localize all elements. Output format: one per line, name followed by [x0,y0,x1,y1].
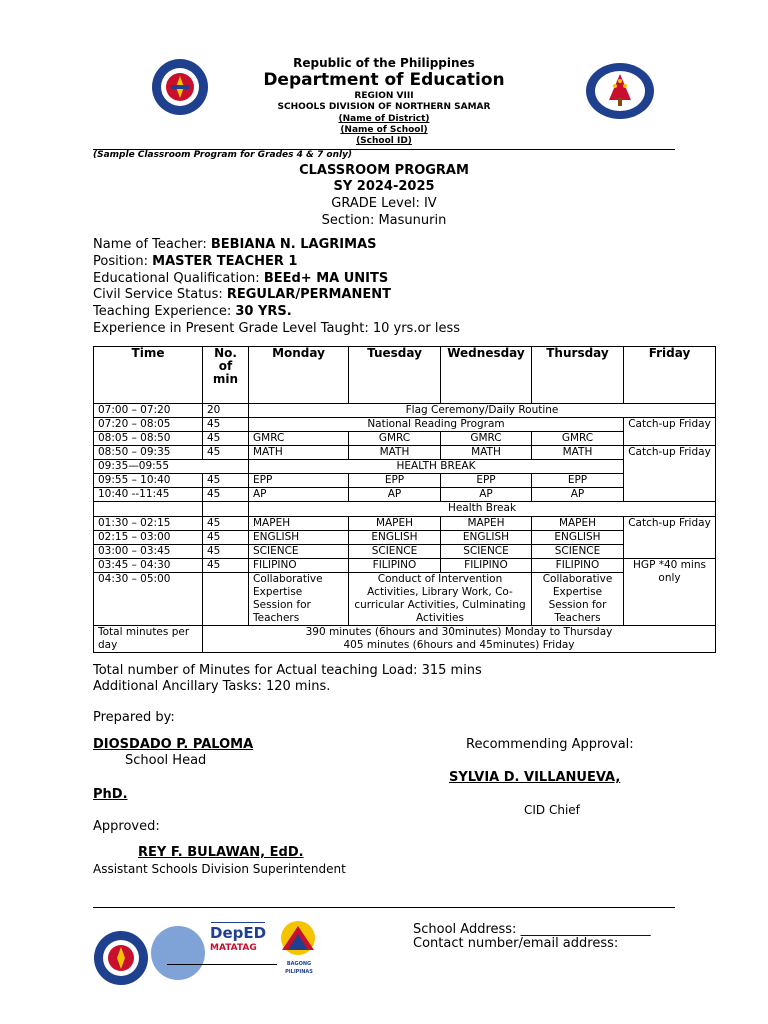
blue-circle-mark [151,926,205,980]
cell-wed: EPP [441,474,532,488]
cell-tue: AP [349,488,441,502]
cell-friday-catchup: Catch-up Friday [624,418,716,446]
cell-thu: SCIENCE [532,545,624,559]
experience-line: Teaching Experience: 30 YRS. [93,304,292,319]
table-row [94,502,716,517]
table-row [94,531,716,545]
cell-total-label: Total minutes per day [94,626,203,653]
cell-friday-catchup: Catch-up Friday [624,446,716,502]
cell-time: 10:40 --11:45 [94,488,203,502]
recommending-label: Recommending Approval: [466,737,634,752]
contact-info: Contact number/email address: [413,936,619,951]
cid-chief-name: SYLVIA D. VILLANUEVA, [449,770,621,785]
qualification-line: Educational Qualification: BEEd+ MA UNITS [93,271,389,286]
header-tuesday: Tuesday [349,347,441,404]
header-monday: Monday [249,347,349,404]
cell-min: 45 [203,446,249,460]
cell-mon: AP [249,488,349,502]
cell-lunch-break: Health Break [249,502,716,517]
cell-friday-hgp: HGP *40 mins only [624,559,716,626]
table-row [94,474,716,488]
program-title: CLASSROOM PROGRAM [299,163,469,178]
civil-service-line: Civil Service Status: REGULAR/PERMANENT [93,287,392,302]
cell-mon: FILIPINO [249,559,349,573]
cell-wed: MAPEH [441,517,532,531]
school-label: (Name of School) [340,125,428,135]
cell-tue: GMRC [349,432,441,446]
cell-thu: MAPEH [532,517,624,531]
cell-time: 08:50 – 09:35 [94,446,203,460]
cell-wed: SCIENCE [441,545,532,559]
header-minutes: No. of min [203,347,249,404]
footer-divider [93,907,675,908]
cell-mon: Collaborative Expertise Session for Teachers [249,573,349,626]
grade-level: GRADE Level: IV [331,196,437,211]
cell-wed: ENGLISH [441,531,532,545]
deped-footer-seal [93,930,149,986]
division-label: SCHOOLS DIVISION OF NORTHERN SAMAR [277,102,491,112]
schedule-table [93,346,716,653]
teacher-name-line: Name of Teacher: BEBIANA N. LAGRIMAS [93,237,377,252]
teaching-load-total: Total number of Minutes for Actual teaching Load: 315 mins [93,663,482,678]
cell-wed: AP [441,488,532,502]
cell-time: 08:05 – 08:50 [94,432,203,446]
republic-label: Republic of the Philippines [293,56,475,70]
cell-total-minutes: 390 minutes (6hours and 30minutes) Monday to Thursday 405 minutes (6hours and 45minutes) Friday [203,626,716,653]
sample-note: (Sample Classroom Program for Grades 4 & 7 only) [93,150,353,160]
cell-mon: MAPEH [249,517,349,531]
matatag-wordmark: MATATAG [210,943,257,953]
cell-min: 45 [203,545,249,559]
asds-name: REY F. BULAWAN, EdD. [138,845,304,860]
table-row [94,517,716,531]
school-id-label: (School ID) [356,136,412,146]
cell-time: 07:20 – 08:05 [94,418,203,432]
table-row [94,573,716,626]
cell-empty [94,502,203,517]
cell-min: 45 [203,474,249,488]
cell-thu: EPP [532,474,624,488]
cell-time: 04:30 – 05:00 [94,573,203,626]
cell-thu: AP [532,488,624,502]
cell-health-break: HEALTH BREAK [249,460,624,474]
header-thursday: Thursday [532,347,624,404]
bagong-pilipinas-logo [274,920,324,975]
department-title: Department of Education [263,70,505,90]
cell-reading-program: National Reading Program [249,418,624,432]
ancillary-tasks: Additional Ancillary Tasks: 120 mins. [93,679,331,694]
cell-thu: GMRC [532,432,624,446]
cell-time: 03:45 – 04:30 [94,559,203,573]
school-head-title: School Head [125,753,207,768]
table-header-row [94,347,716,404]
district-label: (Name of District) [338,114,430,124]
header-friday: Friday [624,347,716,404]
cell-flag-ceremony: Flag Ceremony/Daily Routine [249,404,716,418]
table-row [94,559,716,573]
table-row [94,404,716,418]
header-time: Time [94,347,203,404]
cell-time: 01:30 – 02:15 [94,517,203,531]
school-year: SY 2024-2025 [333,179,435,194]
bagong-pilipinas-label: BAGONG PILIPINAS [285,961,313,975]
approved-label: Approved: [93,819,160,834]
cell-wed: GMRC [441,432,532,446]
cell-time: 03:00 – 03:45 [94,545,203,559]
present-experience-line: Experience in Present Grade Level Taught: 10 yrs.or less [93,321,461,336]
cell-min: 20 [203,404,249,418]
cell-empty [203,573,249,626]
table-row [94,460,716,474]
school-head-name: DIOSDADO P. PALOMA [93,737,254,752]
cell-time: 02:15 – 03:00 [94,531,203,545]
table-row [94,545,716,559]
cell-thu: Collaborative Expertise Session for Teachers [532,573,624,626]
cell-tue: EPP [349,474,441,488]
table-row [94,626,716,653]
cell-wed: FILIPINO [441,559,532,573]
cell-empty [203,502,249,517]
school-address: School Address: ____________________ [413,922,651,937]
table-row [94,488,716,502]
cell-time: 07:00 – 07:20 [94,404,203,418]
cell-thu: ENGLISH [532,531,624,545]
cell-time: 09:55 – 10:40 [94,474,203,488]
cell-mon: SCIENCE [249,545,349,559]
cell-tue: MATH [349,446,441,460]
footer-underline [167,964,277,965]
cell-tue: FILIPINO [349,559,441,573]
cell-mon: GMRC [249,432,349,446]
cell-tue: ENGLISH [349,531,441,545]
cell-min: 45 [203,559,249,573]
cell-intervention: Conduct of Intervention Activities, Library Work, Co-curricular Activities, Culminating Activities [349,573,532,626]
cid-chief-title: CID Chief [524,803,580,817]
cell-min: 45 [203,488,249,502]
cell-min: 45 [203,531,249,545]
cell-min: 45 [203,418,249,432]
prepared-by-label: Prepared by: [93,710,175,725]
position-line: Position: MASTER TEACHER 1 [93,254,298,269]
cell-tue: SCIENCE [349,545,441,559]
cell-friday-catchup: Catch-up Friday [624,517,716,559]
section-label: Section: Masunurin [321,213,447,228]
cell-thu: FILIPINO [532,559,624,573]
header-wednesday: Wednesday [441,347,532,404]
asds-title: Assistant Schools Division Superintendent [93,862,346,876]
cell-tue: MAPEH [349,517,441,531]
cell-mon: MATH [249,446,349,460]
cell-min: 45 [203,432,249,446]
deped-matatag-logo [207,922,273,966]
cell-mon: ENGLISH [249,531,349,545]
cell-wed: MATH [441,446,532,460]
cell-min: 45 [203,517,249,531]
cid-chief-suffix: PhD. [93,787,128,802]
deped-wordmark: DepED [210,924,267,942]
cell-thu: MATH [532,446,624,460]
region-label: REGION VIII [354,91,414,101]
cell-time: 09:35—09:55 [94,460,249,474]
table-row [94,432,716,446]
table-row [94,418,716,432]
cell-mon: EPP [249,474,349,488]
table-row [94,446,716,460]
